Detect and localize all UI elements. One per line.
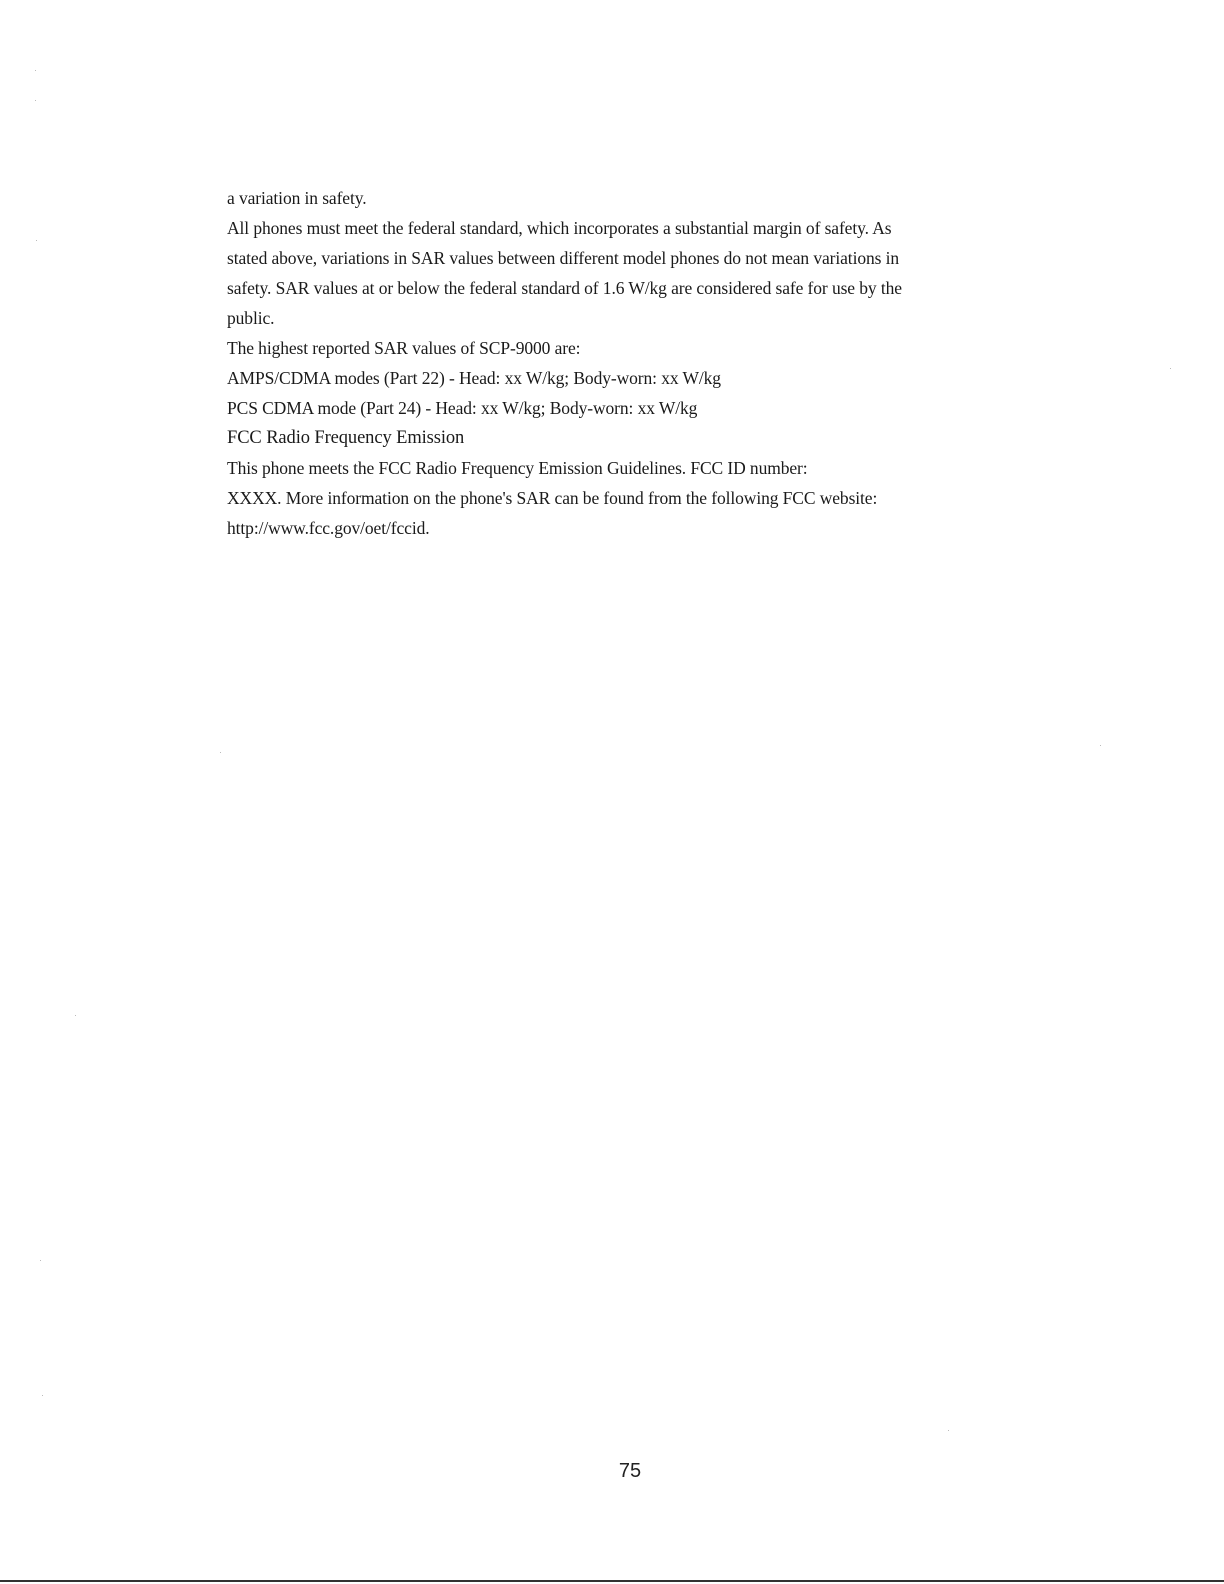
scan-speck	[1100, 745, 1101, 746]
scan-speck	[40, 1260, 41, 1261]
body-text	[227, 183, 1017, 543]
text-line: public.	[227, 308, 275, 328]
text-line: XXXX. More information on the phone's SAR can be found from the following FCC website:	[227, 488, 878, 508]
text-line: The highest reported SAR values of SCP-9000 are:	[227, 338, 581, 358]
scan-speck	[42, 1395, 43, 1396]
text-line: stated above, variations in SAR values between different model phones do not mean variations in	[227, 248, 900, 268]
text-line: a variation in safety.	[227, 188, 367, 208]
scan-speck	[948, 1430, 949, 1431]
scan-speck	[36, 240, 37, 241]
text-line: AMPS/CDMA modes (Part 22) - Head: xx W/kg; Body-worn: xx W/kg	[227, 368, 721, 388]
text-line: All phones must meet the federal standard, which incorporates a substantial margin of safety. As	[227, 218, 892, 238]
text-line: This phone meets the FCC Radio Frequency Emission Guidelines. FCC ID number:	[227, 458, 808, 478]
scan-speck	[35, 100, 36, 101]
url-text: http://www.fcc.gov/oet/fccid.	[227, 518, 430, 538]
scan-speck	[1170, 368, 1171, 369]
scan-speck	[75, 1015, 76, 1016]
page-number: 75	[618, 1460, 642, 1482]
scan-speck	[35, 70, 36, 71]
text-line: PCS CDMA mode (Part 24) - Head: xx W/kg; Body-worn: xx W/kg	[227, 398, 698, 418]
scan-speck	[220, 752, 221, 753]
page-bottom-rule	[0, 1580, 1224, 1582]
section-heading: FCC Radio Frequency Emission	[227, 428, 465, 448]
text-line: safety. SAR values at or below the federal standard of 1.6 W/kg are considered safe for use by the	[227, 278, 902, 298]
